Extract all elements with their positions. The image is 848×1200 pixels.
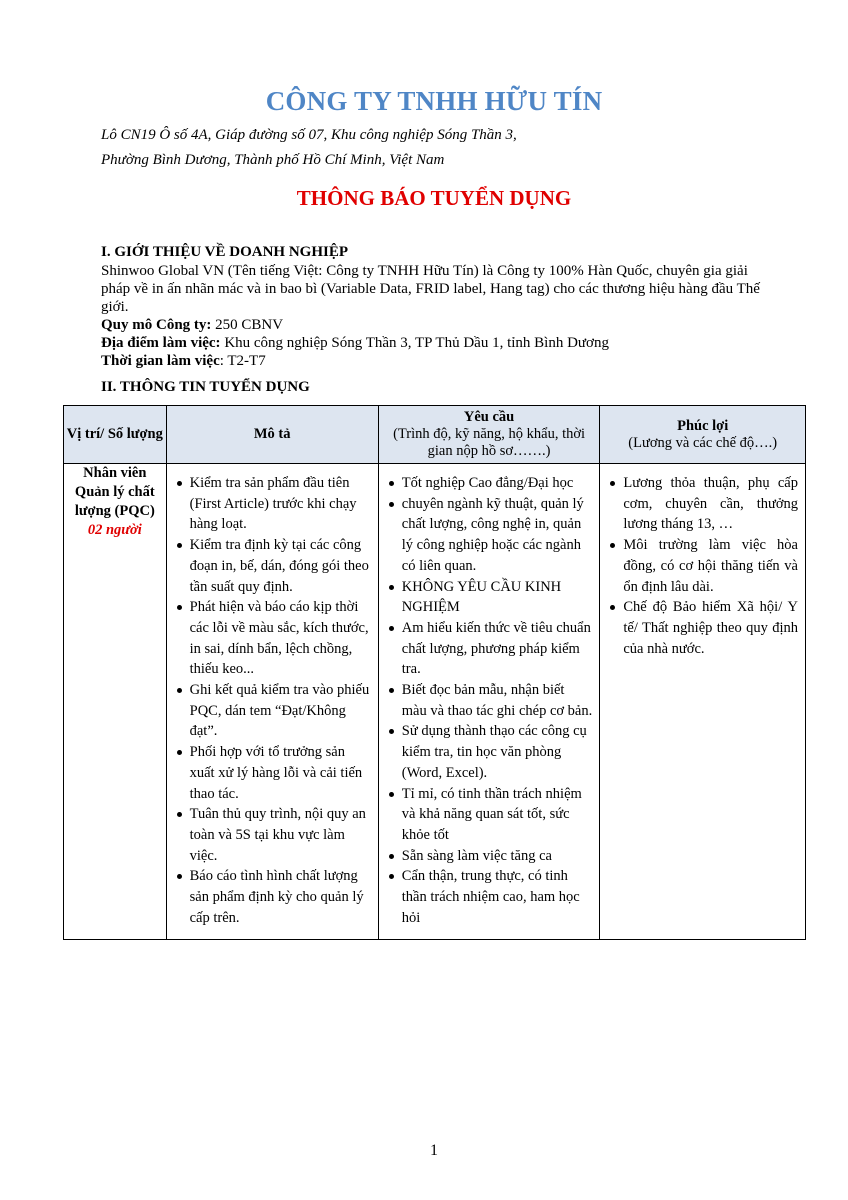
list-item: Môi trường làm việc hòa đồng, có cơ hội thăng tiến và ổn định lâu dài. (623, 535, 798, 597)
requirements-cell (378, 464, 600, 940)
scale-value: 250 CBNV (211, 317, 284, 333)
position-name: Nhân viên Quản lý chất lượng (PQC) (74, 465, 155, 519)
requirements-list (380, 465, 599, 938)
header-requirements (378, 406, 600, 464)
table-row (64, 464, 806, 940)
list-item: Báo cáo tình hình chất lượng sản phẩm định kỳ cho quản lý cấp trên. (190, 866, 371, 928)
header-benefits-sub: (Lương và các chế độ….) (628, 434, 778, 451)
list-item: Tỉ mỉ, có tinh thần trách nhiệm và khả năng quan sát tốt, sức khỏe tốt (402, 784, 593, 846)
section-1-title: I. GIỚI THIỆU VỀ DOANH NGHIỆP (101, 244, 348, 260)
list-item: chuyên ngành kỹ thuật, quản lý chất lượng, công nghệ in, quản lý công nghiệp hoặc các ngành có liên quan. (402, 494, 593, 577)
list-item: Biết đọc bản mẫu, nhận biết màu và thao tác ghi chép cơ bản. (402, 680, 593, 721)
table-header-row (64, 406, 806, 464)
list-item: Cẩn thận, trung thực, có tinh thần trách nhiệm cao, ham học hỏi (402, 866, 593, 928)
list-item: Phát hiện và báo cáo kịp thời các lỗi về màu sắc, kích thước, in sai, dính bẩn, lệch chồng, thiếu keo... (190, 597, 371, 680)
page-number: 1 (430, 1142, 438, 1159)
position-count: 02 người (87, 522, 142, 538)
list-item: Am hiểu kiến thức về tiêu chuẩn chất lượng, phương pháp kiểm tra. (402, 618, 593, 680)
header-benefits-title: Phúc lợi (677, 417, 729, 434)
list-item: Chế độ Bảo hiểm Xã hội/ Y tế/ Thất nghiệp theo quy định của nhà nước. (623, 597, 798, 659)
description-cell (166, 464, 378, 940)
work-location (101, 335, 609, 352)
address-line-1: Lô CN19 Ô số 4A, Giáp đường số 07, Khu công nghiệp Sóng Thần 3, (101, 127, 517, 143)
list-item: Tốt nghiệp Cao đẳng/Đại học (402, 473, 593, 494)
company-scale (101, 317, 283, 334)
time-value: : T2-T7 (219, 353, 266, 369)
work-time (101, 353, 266, 370)
header-requirements-sub: (Trình độ, kỹ năng, hộ khẩu, thời gian nộp hồ sơ…….) (393, 426, 586, 459)
header-benefits (600, 406, 806, 464)
list-item: Tuân thủ quy trình, nội quy an toàn và 5S tại khu vực làm việc. (190, 804, 371, 866)
list-item: KHÔNG YÊU CẦU KINH NGHIỆM (402, 577, 593, 618)
list-item: Lương thỏa thuận, phụ cấp cơm, chuyên cần, thưởng lương tháng 13, … (623, 473, 798, 535)
list-item: Kiểm tra sản phẩm đầu tiên (First Article) trước khi chạy hàng loạt. (190, 473, 371, 535)
list-item: Kiểm tra định kỳ tại các công đoạn in, bế, dán, đóng gói theo tần suất quy định. (190, 535, 371, 597)
recruitment-table (63, 405, 806, 940)
list-item: Ghi kết quả kiểm tra vào phiếu PQC, dán tem “Đạt/Không đạt”. (190, 680, 371, 742)
list-item: Sử dụng thành thạo các công cụ kiểm tra, tin học văn phòng (Word, Excel). (402, 721, 593, 783)
notice-title: THÔNG BÁO TUYỂN DỤNG (296, 186, 572, 210)
description-list (168, 465, 377, 938)
address-line-2: Phường Bình Dương, Thành phố Hồ Chí Minh, Việt Nam (101, 152, 445, 168)
header-position: Vị trí/ Số lượng (64, 406, 167, 464)
list-item: Sẵn sàng làm việc tăng ca (402, 846, 593, 867)
benefits-list (601, 465, 804, 669)
time-label: Thời gian làm việc (101, 353, 220, 369)
position-cell (64, 464, 167, 940)
company-name: CÔNG TY TNHH HỮU TÍN (265, 86, 603, 116)
header-description: Mô tả (166, 406, 378, 464)
list-item: Phối hợp với tổ trưởng sản xuất xử lý hàng lỗi và cải tiến thao tác. (190, 742, 371, 804)
header-requirements-title: Yêu cầu (463, 409, 515, 425)
scale-label: Quy mô Công ty: (101, 317, 212, 333)
location-label: Địa điểm làm việc: (101, 335, 221, 351)
location-value: Khu công nghiệp Sóng Thần 3, TP Thủ Dầu 1, tỉnh Bình Dương (220, 335, 609, 351)
benefits-cell (600, 464, 806, 940)
section-2-title: II. THÔNG TIN TUYỂN DỤNG (101, 379, 310, 395)
company-intro: Shinwoo Global VN (Tên tiếng Việt: Công ty TNHH Hữu Tín) là Công ty 100% Hàn Quốc, chuyên gia giải pháp về in ấn nhãn mác và in bao bì (Variable Data, FRID label, Hang tag) cho các thương hiệu hàng đầu Thế giới. (101, 263, 760, 315)
